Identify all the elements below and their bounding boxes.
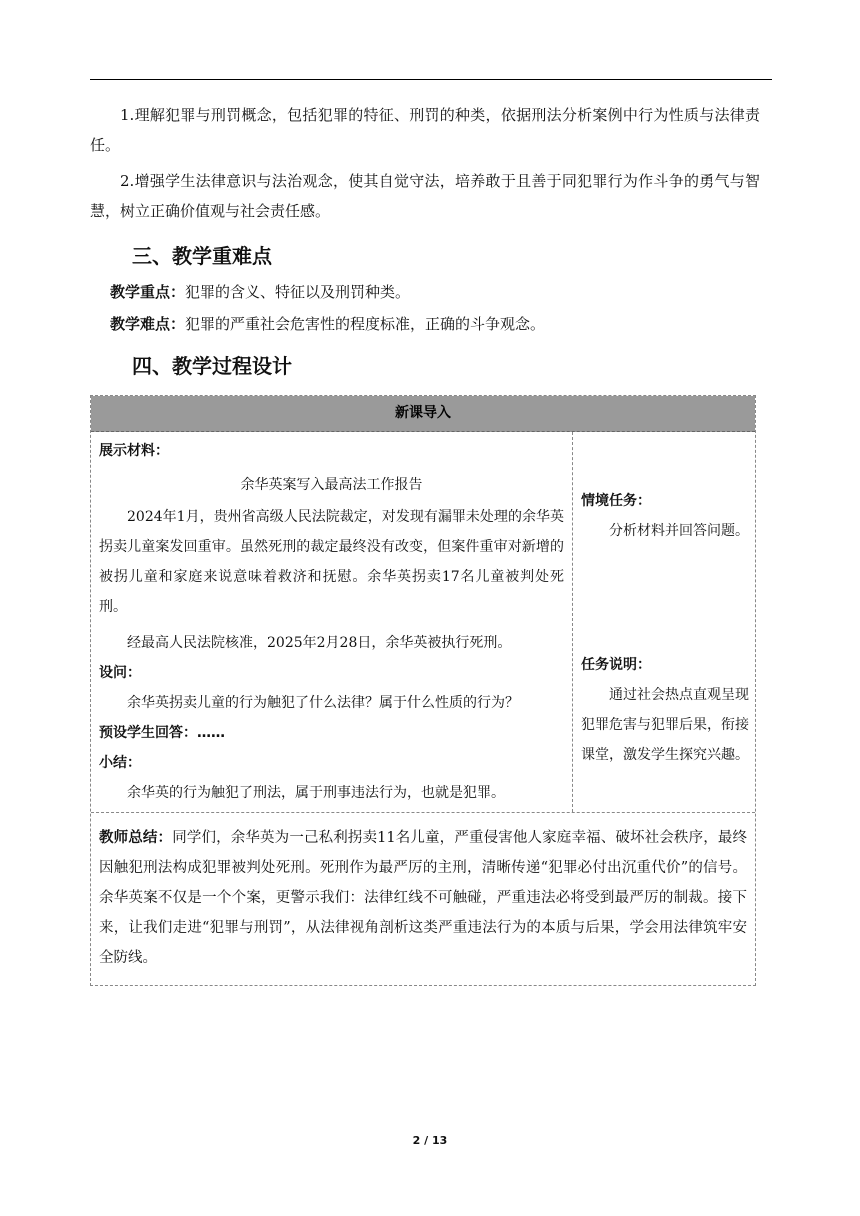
question-text: 余华英拐卖儿童的行为触犯了什么法律？属于什么性质的行为？ bbox=[127, 695, 519, 711]
question-label: 设问： bbox=[99, 665, 141, 681]
objective-2: 2.增强学生法律意识与法治观念，使其自觉守法，培养敢于且善于同犯罪行为作斗争的勇气与智慧，树立正确价值观与社会责任感。 bbox=[90, 172, 760, 220]
key-point-label: 教学重点： bbox=[110, 283, 186, 301]
section-title-process: 四、教学过程设计 bbox=[132, 354, 292, 378]
section-title-key-points: 三、教学重难点 bbox=[132, 244, 272, 268]
difficult-point bbox=[90, 308, 760, 340]
material-paragraph-1: 2024年1月，贵州省高级人民法院裁定，对发现有漏罪未处理的余华英拐卖儿童案发回重审。虽然死刑的裁定最终没有改变，但案件重审对新增的被拐儿童和家庭来说意味着救济和抚慰。余华英拐卖17名儿童被判处死刑。 bbox=[99, 509, 564, 615]
teacher-summary-label: 教师总结： bbox=[99, 830, 173, 846]
teacher-summary-text: 同学们，余华英为一己私利拐卖11名儿童，严重侵害他人家庭幸福、破坏社会秩序，最终因触犯刑法构成犯罪被判处死刑。死刑作为最严厉的主刑，清晰传递“犯罪必付出沉重代价”的信号。余华英案不仅是一个个案，更警示我们：法律红线不可触碰，严重违法必将受到最严厉的制裁。接下来，让我们走进“犯罪与刑罚”，从法律视角剖析这类严重违法行为的本质与后果，学会用法律筑牢安全防线。 bbox=[99, 830, 747, 966]
answer-label: 预设学生回答：…… bbox=[99, 725, 225, 741]
table-header: 新课导入 bbox=[91, 396, 755, 432]
header-rule bbox=[90, 79, 772, 80]
page-number: 2 / 13 bbox=[412, 1134, 448, 1147]
task-block bbox=[581, 486, 749, 546]
key-point bbox=[90, 276, 760, 308]
conclusion-label: 小结： bbox=[99, 755, 141, 771]
document-body bbox=[90, 100, 760, 386]
material-paragraph-2: 经最高人民法院核准，2025年2月28日，余华英被执行死刑。 bbox=[127, 635, 512, 651]
objective-1: 1.理解犯罪与刑罚概念，包括犯罪的特征、刑罚的种类，依据刑法分析案例中行为性质与法律责任。 bbox=[90, 106, 760, 154]
task-label: 情境任务： bbox=[581, 493, 651, 509]
table-row bbox=[91, 432, 755, 813]
material-cell bbox=[91, 432, 573, 812]
task-description-label: 任务说明： bbox=[581, 657, 651, 673]
conclusion-text: 余华英的行为触犯了刑法，属于刑事违法行为，也就是犯罪。 bbox=[127, 785, 505, 801]
material-label: 展示材料： bbox=[99, 443, 169, 459]
task-text: 分析材料并回答问题。 bbox=[609, 523, 749, 539]
material-title: 余华英案写入最高法工作报告 bbox=[240, 477, 423, 493]
lesson-table bbox=[90, 395, 756, 986]
teacher-summary bbox=[91, 813, 755, 985]
task-cell bbox=[573, 432, 755, 812]
difficult-point-label: 教学难点： bbox=[110, 315, 186, 333]
key-point-text: 犯罪的含义、特征以及刑罚种类。 bbox=[185, 283, 411, 301]
task-description-block bbox=[581, 650, 749, 770]
task-description-text: 通过社会热点直观呈现犯罪危害与犯罪后果，衔接课堂，激发学生探究兴趣。 bbox=[581, 687, 749, 763]
difficult-point-text: 犯罪的严重社会危害性的程度标准，正确的斗争观念。 bbox=[185, 315, 546, 333]
